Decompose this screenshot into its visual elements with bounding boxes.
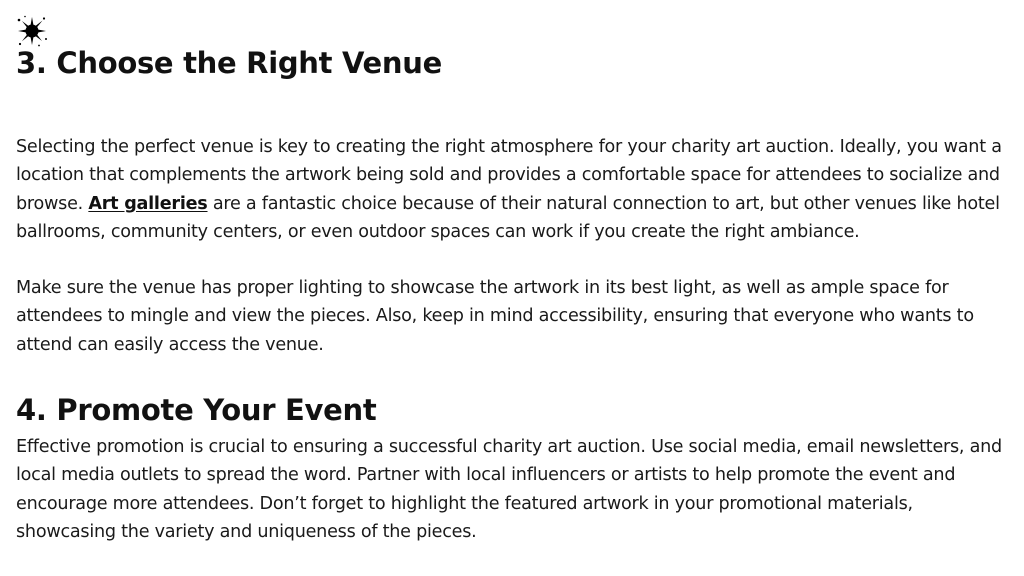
paragraph-venue-intro	[16, 133, 1016, 246]
paragraph-text: Selecting the perfect venue is key to creating the right atmosphere for your charity art auction. Ideally, you want a location that complements the artwork being sold and provides a comfortable space for attendees to socialize and browse.	[16, 137, 1002, 214]
section-heading-promote: 4. Promote Your Event	[16, 393, 377, 427]
section-heading-venue: 3. Choose the Right Venue	[16, 46, 442, 80]
ink-splat-icon	[15, 14, 49, 48]
paragraph-venue-lighting: Make sure the venue has proper lighting to showcase the artwork in its best light, as well as ample space for attendees to mingle and view the pieces. Also, keep in mind accessibility, ensuring that everyone who wants to attend can easily access the venue.	[16, 278, 974, 355]
paragraph-promotion: Effective promotion is crucial to ensuring a successful charity art auction. Use social media, email newsletters, and local media outlets to spread the word. Partner with local influencers or artists to help promote the event and encourage more attendees. Don’t forget to highlight the featured artwork in your promotional materials, showcasing the variety and uniqueness of the pieces.	[16, 437, 1002, 542]
art-galleries-link[interactable]: Art galleries	[88, 193, 208, 214]
paragraph-text: are a fantastic choice because of their natural connection to art, but other venues like hotel ballrooms, community centers, or even outdoor spaces can work if you create the right ambiance.	[16, 193, 1000, 242]
